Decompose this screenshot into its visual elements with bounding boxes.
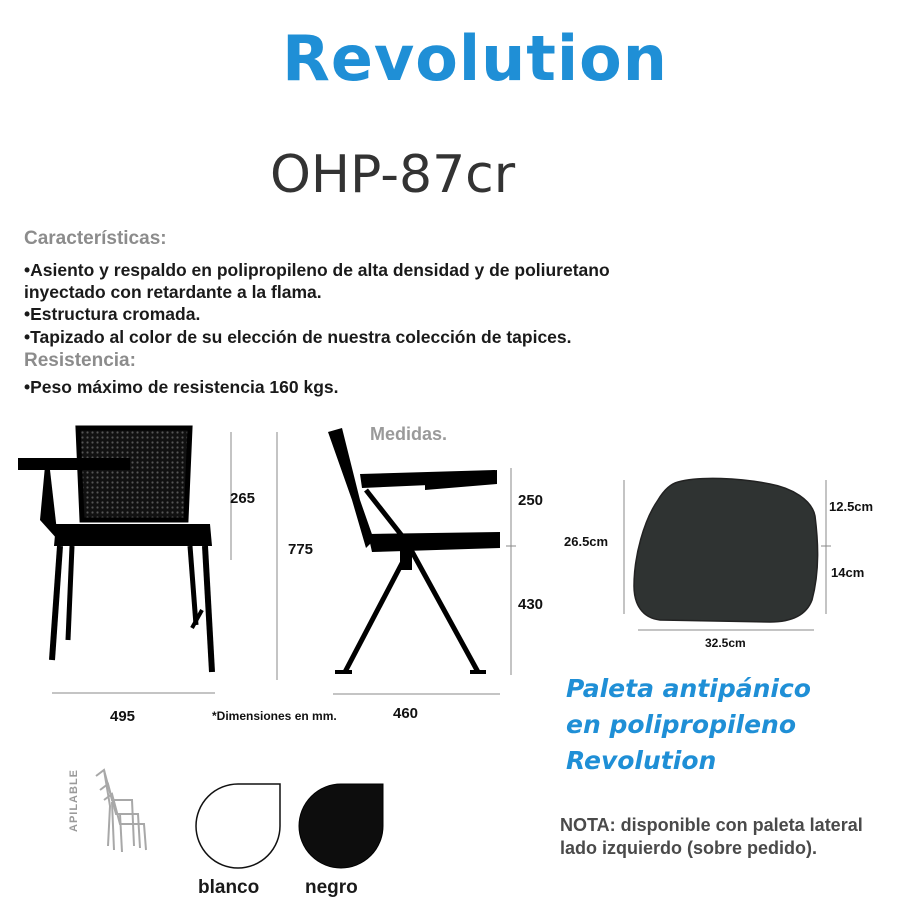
dimensions-note: *Dimensiones en mm. [212,709,337,723]
paddle-dim-height: 26.5cm [564,534,609,549]
dim-front-backrest: 265 [230,490,256,507]
dim-side-bottom: 430 [518,596,544,613]
feature-bullet-3: •Tapizado al color de su elección de nuestra colección de tapices. [24,327,572,347]
features-heading: Características: [24,228,167,249]
paddle-dim-width: 32.5cm [705,636,746,650]
model-code: OHP-87cr [270,145,516,205]
dim-side-top: 250 [518,492,544,509]
white-swatch-label: blanco [198,877,260,898]
feature-bullet-1: •Asiento y respaldo en polipropileno de alta densidad y de poliuretano [24,260,610,280]
measures-label: Medidas. [370,424,448,444]
feature-bullet-2: •Estructura cromada. [24,304,201,324]
paddle-dim-bottom-right: 14cm [831,565,865,580]
availability-note: NOTA: disponible con paleta lateral lado izquierdo (sobre pedido). [560,815,863,858]
brand-title: Revolution [282,22,668,95]
resistance-bullet-1: •Peso máximo de resistencia 160 kgs. [24,377,339,397]
resistance-heading: Resistencia: [24,350,136,371]
stacking-label: APILABLE [68,769,80,832]
paddle-dim-top-right: 12.5cm [829,499,874,514]
dim-side-depth: 460 [393,705,419,722]
paddle-caption-line-3: Revolution [566,746,717,775]
paddle-caption-line-1: Paleta antipánico [566,674,811,703]
dim-front-height: 775 [288,541,314,558]
dim-front-width: 495 [110,708,136,725]
feature-bullet-1-cont: inyectado con retardante a la flama. [24,282,322,302]
paddle-caption-line-2: en polipropileno [566,710,797,739]
black-swatch-label: negro [305,877,358,898]
